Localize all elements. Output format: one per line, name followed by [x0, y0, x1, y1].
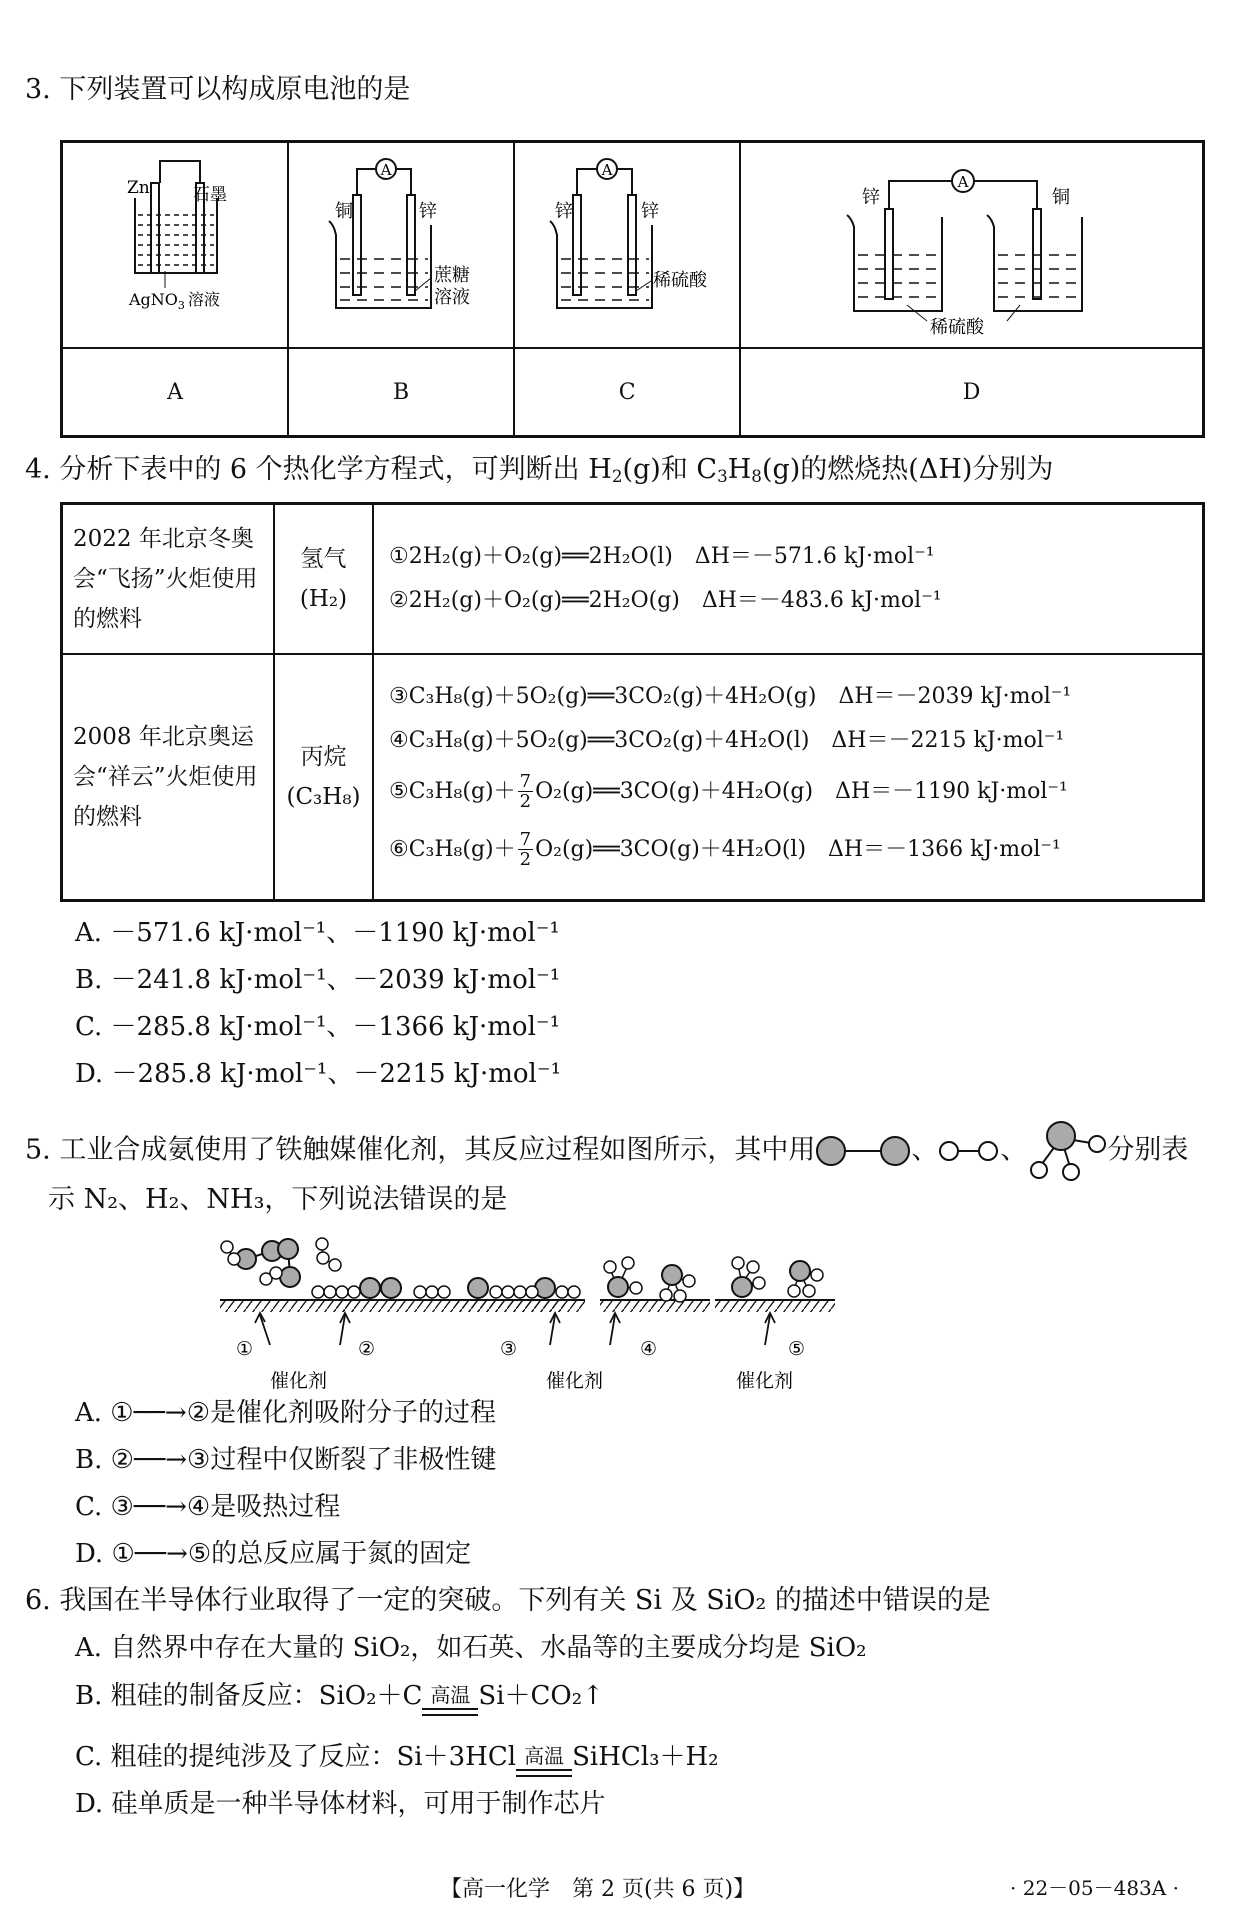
apparatus-c-solution-label: 稀硫酸	[653, 270, 708, 291]
equation-1: ①2H₂(g)＋O₂(g)══2H₂O(l) ΔH＝－571.6 kJ·mol⁻¹	[389, 543, 935, 569]
apparatus-a-drawing	[65, 143, 285, 343]
option-b-label: B	[288, 348, 514, 437]
h2-molecule-icon	[938, 1133, 1000, 1169]
option-d-label: D	[740, 348, 1203, 437]
reaction-condition: 高温	[422, 1685, 478, 1716]
row1-fuel: 氢气 (H₂)	[274, 504, 373, 654]
n2-molecule-icon	[815, 1133, 911, 1169]
q5-option-b[interactable]: B. ②──→③过程中仅断裂了非极性键	[75, 1445, 497, 1475]
fraction: $\frac{7}{2}$	[519, 771, 532, 813]
svg-text:A: A	[380, 161, 392, 179]
row2-use: 2008 年北京奥运会“祥云”火炬使用的燃料	[62, 654, 275, 901]
q6-option-c[interactable]: C. 粗硅的提纯涉及了反应：Si＋3HCl 高温 SiHCl₃＋H₂	[75, 1737, 719, 1777]
apparatus-b-right-label: 锌	[419, 201, 438, 222]
step-2-label: ②	[358, 1338, 376, 1360]
q5-option-d[interactable]: D. ①──→⑤的总反应属于氮的固定	[75, 1539, 472, 1569]
row1-equations	[373, 504, 1204, 654]
apparatus-c	[514, 142, 740, 349]
option-a-label: A	[62, 348, 289, 437]
q6-option-d[interactable]: D. 硅单质是一种半导体材料，可用于制作芯片	[75, 1789, 606, 1819]
apparatus-a	[62, 142, 289, 349]
exam-code: · 22－05－483A ·	[1010, 1876, 1179, 1900]
apparatus-d-right-label: 铜	[1051, 187, 1070, 208]
apparatus-a-left-label: Zn	[127, 178, 150, 198]
q5-reaction-diagram	[210, 1225, 1020, 1390]
page-footer: 【高一化学 第 2 页(共 6 页)】	[440, 1877, 756, 1902]
q4-option-d[interactable]: D. －285.8 kJ·mol⁻¹、－2215 kJ·mol⁻¹	[75, 1059, 562, 1089]
q5-option-c[interactable]: C. ③──→④是吸热过程	[75, 1492, 341, 1522]
option-c-label: C	[514, 348, 740, 437]
surface-5	[715, 1257, 835, 1360]
apparatus-b-left-label: 铜	[335, 201, 354, 222]
fraction: $\frac{7}{2}$	[519, 829, 532, 871]
q4-equation-table	[60, 502, 1205, 902]
q6-stem: 6. 我国在半导体行业取得了一定的突破。下列有关 Si 及 SiO₂ 的描述中错误的是	[25, 1585, 991, 1616]
svg-text:A: A	[957, 173, 969, 191]
q5-stem: 5. 工业合成氨使用了铁触媒催化剂，其反应过程如图所示，其中用 、 、 分别表	[25, 1118, 1188, 1184]
q6-option-b[interactable]: B. 粗硅的制备反应：SiO₂＋C 高温 Si＋CO₂↑	[75, 1676, 604, 1716]
surface-1	[220, 1238, 355, 1360]
nh3-molecule-icon	[1027, 1118, 1107, 1184]
catalyst-label-3: 催化剂	[736, 1370, 794, 1390]
q5-option-a[interactable]: A. ①──→②是催化剂吸附分子的过程	[75, 1398, 497, 1428]
surface-3	[455, 1278, 585, 1360]
apparatus-b-solution-label: 蔗糖	[434, 265, 471, 286]
row2-fuel: 丙烷 (C₃H₈)	[274, 654, 373, 901]
equation-4: ④C₃H₈(g)＋5O₂(g)══3CO₂(g)＋4H₂O(l) ΔH＝－2215 kJ·mol⁻¹	[389, 727, 1065, 753]
equation-5: ⑤C₃H₈(g)＋ $\frac{7}{2}$ O₂(g)══3CO(g)＋4H₂O(g) ΔH＝－1190 kJ·mol⁻¹	[389, 771, 1068, 813]
apparatus-a-solution-label: AgNO$_3$ 溶液	[129, 290, 220, 312]
catalyst-label-1: 催化剂	[270, 1370, 328, 1390]
step-3-label: ③	[500, 1338, 518, 1360]
row1-use: 2022 年北京冬奥会“飞扬”火炬使用的燃料	[62, 504, 275, 654]
apparatus-d	[740, 142, 1203, 349]
apparatus-a-right-label: 石墨	[193, 185, 228, 205]
surface-4	[600, 1257, 710, 1360]
apparatus-c-drawing	[517, 143, 737, 343]
q4-option-b[interactable]: B. －241.8 kJ·mol⁻¹、－2039 kJ·mol⁻¹	[75, 965, 561, 995]
apparatus-b-drawing	[291, 143, 511, 343]
q5-stem-line2: 示 N₂、H₂、NH₃，下列说法错误的是	[48, 1184, 508, 1215]
step-1-label: ①	[236, 1338, 254, 1360]
apparatus-b-solution-label-2: 溶液	[434, 287, 471, 308]
q6-option-a[interactable]: A. 自然界中存在大量的 SiO₂，如石英、水晶等的主要成分均是 SiO₂	[75, 1633, 867, 1663]
q4-option-a[interactable]: A. －571.6 kJ·mol⁻¹、－1190 kJ·mol⁻¹	[75, 918, 560, 948]
apparatus-d-solution-label: 稀硫酸	[929, 317, 984, 338]
apparatus-c-left-label: 锌	[555, 201, 574, 222]
equation-3: ③C₃H₈(g)＋5O₂(g)══3CO₂(g)＋4H₂O(g) ΔH＝－2039 kJ·mol⁻¹	[389, 683, 1072, 709]
row2-equations	[373, 654, 1204, 901]
step-4-label: ④	[640, 1338, 658, 1360]
apparatus-c-right-label: 锌	[641, 201, 660, 222]
apparatus-b	[288, 142, 514, 349]
catalyst-label-2: 催化剂	[546, 1370, 604, 1390]
q3-apparatus-table	[60, 140, 1205, 438]
q4-stem: 4. 分析下表中的 6 个热化学方程式，可判断出 $H_2(g)$和 $C_3H_8(g)$的燃烧热(ΔH)分别为	[25, 454, 1054, 487]
q4-option-c[interactable]: C. －285.8 kJ·mol⁻¹、－1366 kJ·mol⁻¹	[75, 1012, 561, 1042]
step-5-label: ⑤	[788, 1338, 806, 1360]
apparatus-d-drawing	[762, 143, 1182, 343]
equation-2: ②2H₂(g)＋O₂(g)══2H₂O(g) ΔH＝－483.6 kJ·mol⁻¹	[389, 587, 942, 613]
reaction-condition: 高温	[516, 1746, 572, 1777]
apparatus-d-left-label: 锌	[861, 187, 880, 208]
svg-text:A: A	[601, 161, 613, 179]
q3-stem: 3. 下列装置可以构成原电池的是	[25, 74, 411, 105]
equation-6: ⑥C₃H₈(g)＋ $\frac{7}{2}$ O₂(g)══3CO(g)＋4H₂O(l) ΔH＝－1366 kJ·mol⁻¹	[389, 829, 1061, 871]
